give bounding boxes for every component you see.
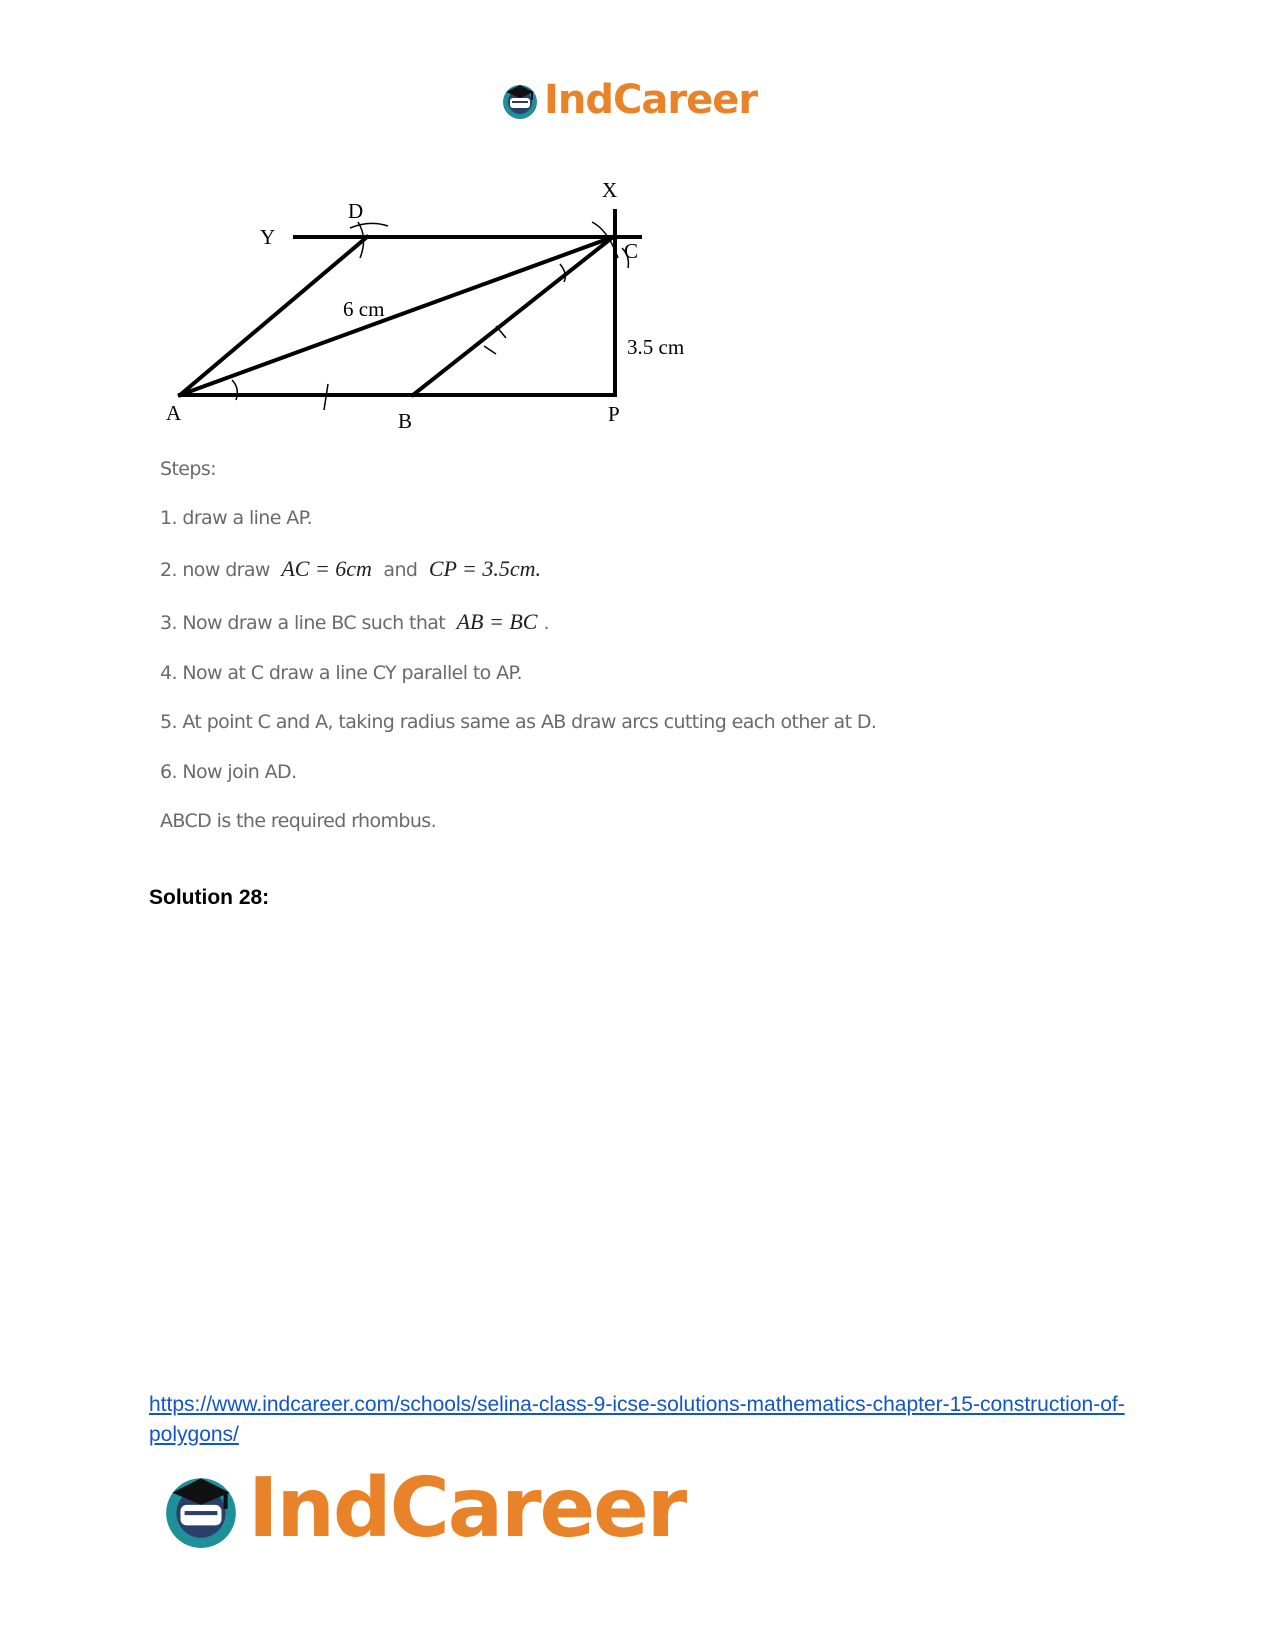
step-2-and: and [383, 559, 418, 581]
tick-bc-2 [484, 346, 496, 354]
label-d: D [348, 199, 364, 223]
steps-conclusion: ABCD is the required rhombus. [160, 810, 437, 832]
step-2-math-cp: CP = 3.5cm. [428, 556, 542, 581]
step-4: 4. Now at C draw a line CY parallel to AP. [160, 662, 522, 684]
source-url-link[interactable]: https://www.indcareer.com/schools/selina-class-9-icse-solutions-mathematics-chapter-15-construction-of-polygons/ [149, 1393, 1125, 1446]
solution-heading: Solution 28: [149, 886, 270, 909]
construction-diagram [160, 178, 700, 428]
step-3 [160, 609, 549, 635]
line-bc [413, 237, 613, 395]
rhombus-construction-figure [160, 178, 700, 433]
step-1: 1. draw a line AP. [160, 507, 313, 529]
label-a: A [166, 401, 182, 425]
label-ac-length: 6 cm [343, 297, 385, 321]
step-3-prefix: 3. Now draw a line BC such that [160, 612, 446, 634]
footer-logo-text: IndCareer [248, 1461, 686, 1556]
header-logo-text: IndCareer [544, 77, 758, 123]
step-3-suffix: . [543, 612, 549, 634]
step-2 [160, 556, 547, 582]
header-logo [500, 77, 758, 123]
step-5: 5. At point C and A, taking radius same as AB draw arcs cutting each other at D. [160, 711, 877, 733]
label-p: P [608, 402, 620, 426]
line-ad [180, 237, 367, 395]
step-3-math: AB = BC [456, 609, 538, 634]
step-6: 6. Now join AD. [160, 761, 297, 783]
graduate-globe-icon [160, 1468, 242, 1550]
label-cp-length: 3.5 cm [627, 335, 685, 359]
footer-logo [160, 1461, 686, 1556]
step-2-math-ac: AC = 6cm [281, 556, 372, 581]
arc-d-2 [350, 223, 388, 228]
steps-heading: Steps: [160, 458, 216, 480]
label-b: B [398, 409, 413, 428]
label-c: C [624, 239, 639, 263]
label-y: Y [260, 225, 276, 249]
line-ac [180, 237, 613, 395]
step-2-prefix: 2. now draw [160, 559, 270, 581]
label-x: X [602, 178, 618, 202]
graduate-globe-icon [500, 80, 540, 120]
